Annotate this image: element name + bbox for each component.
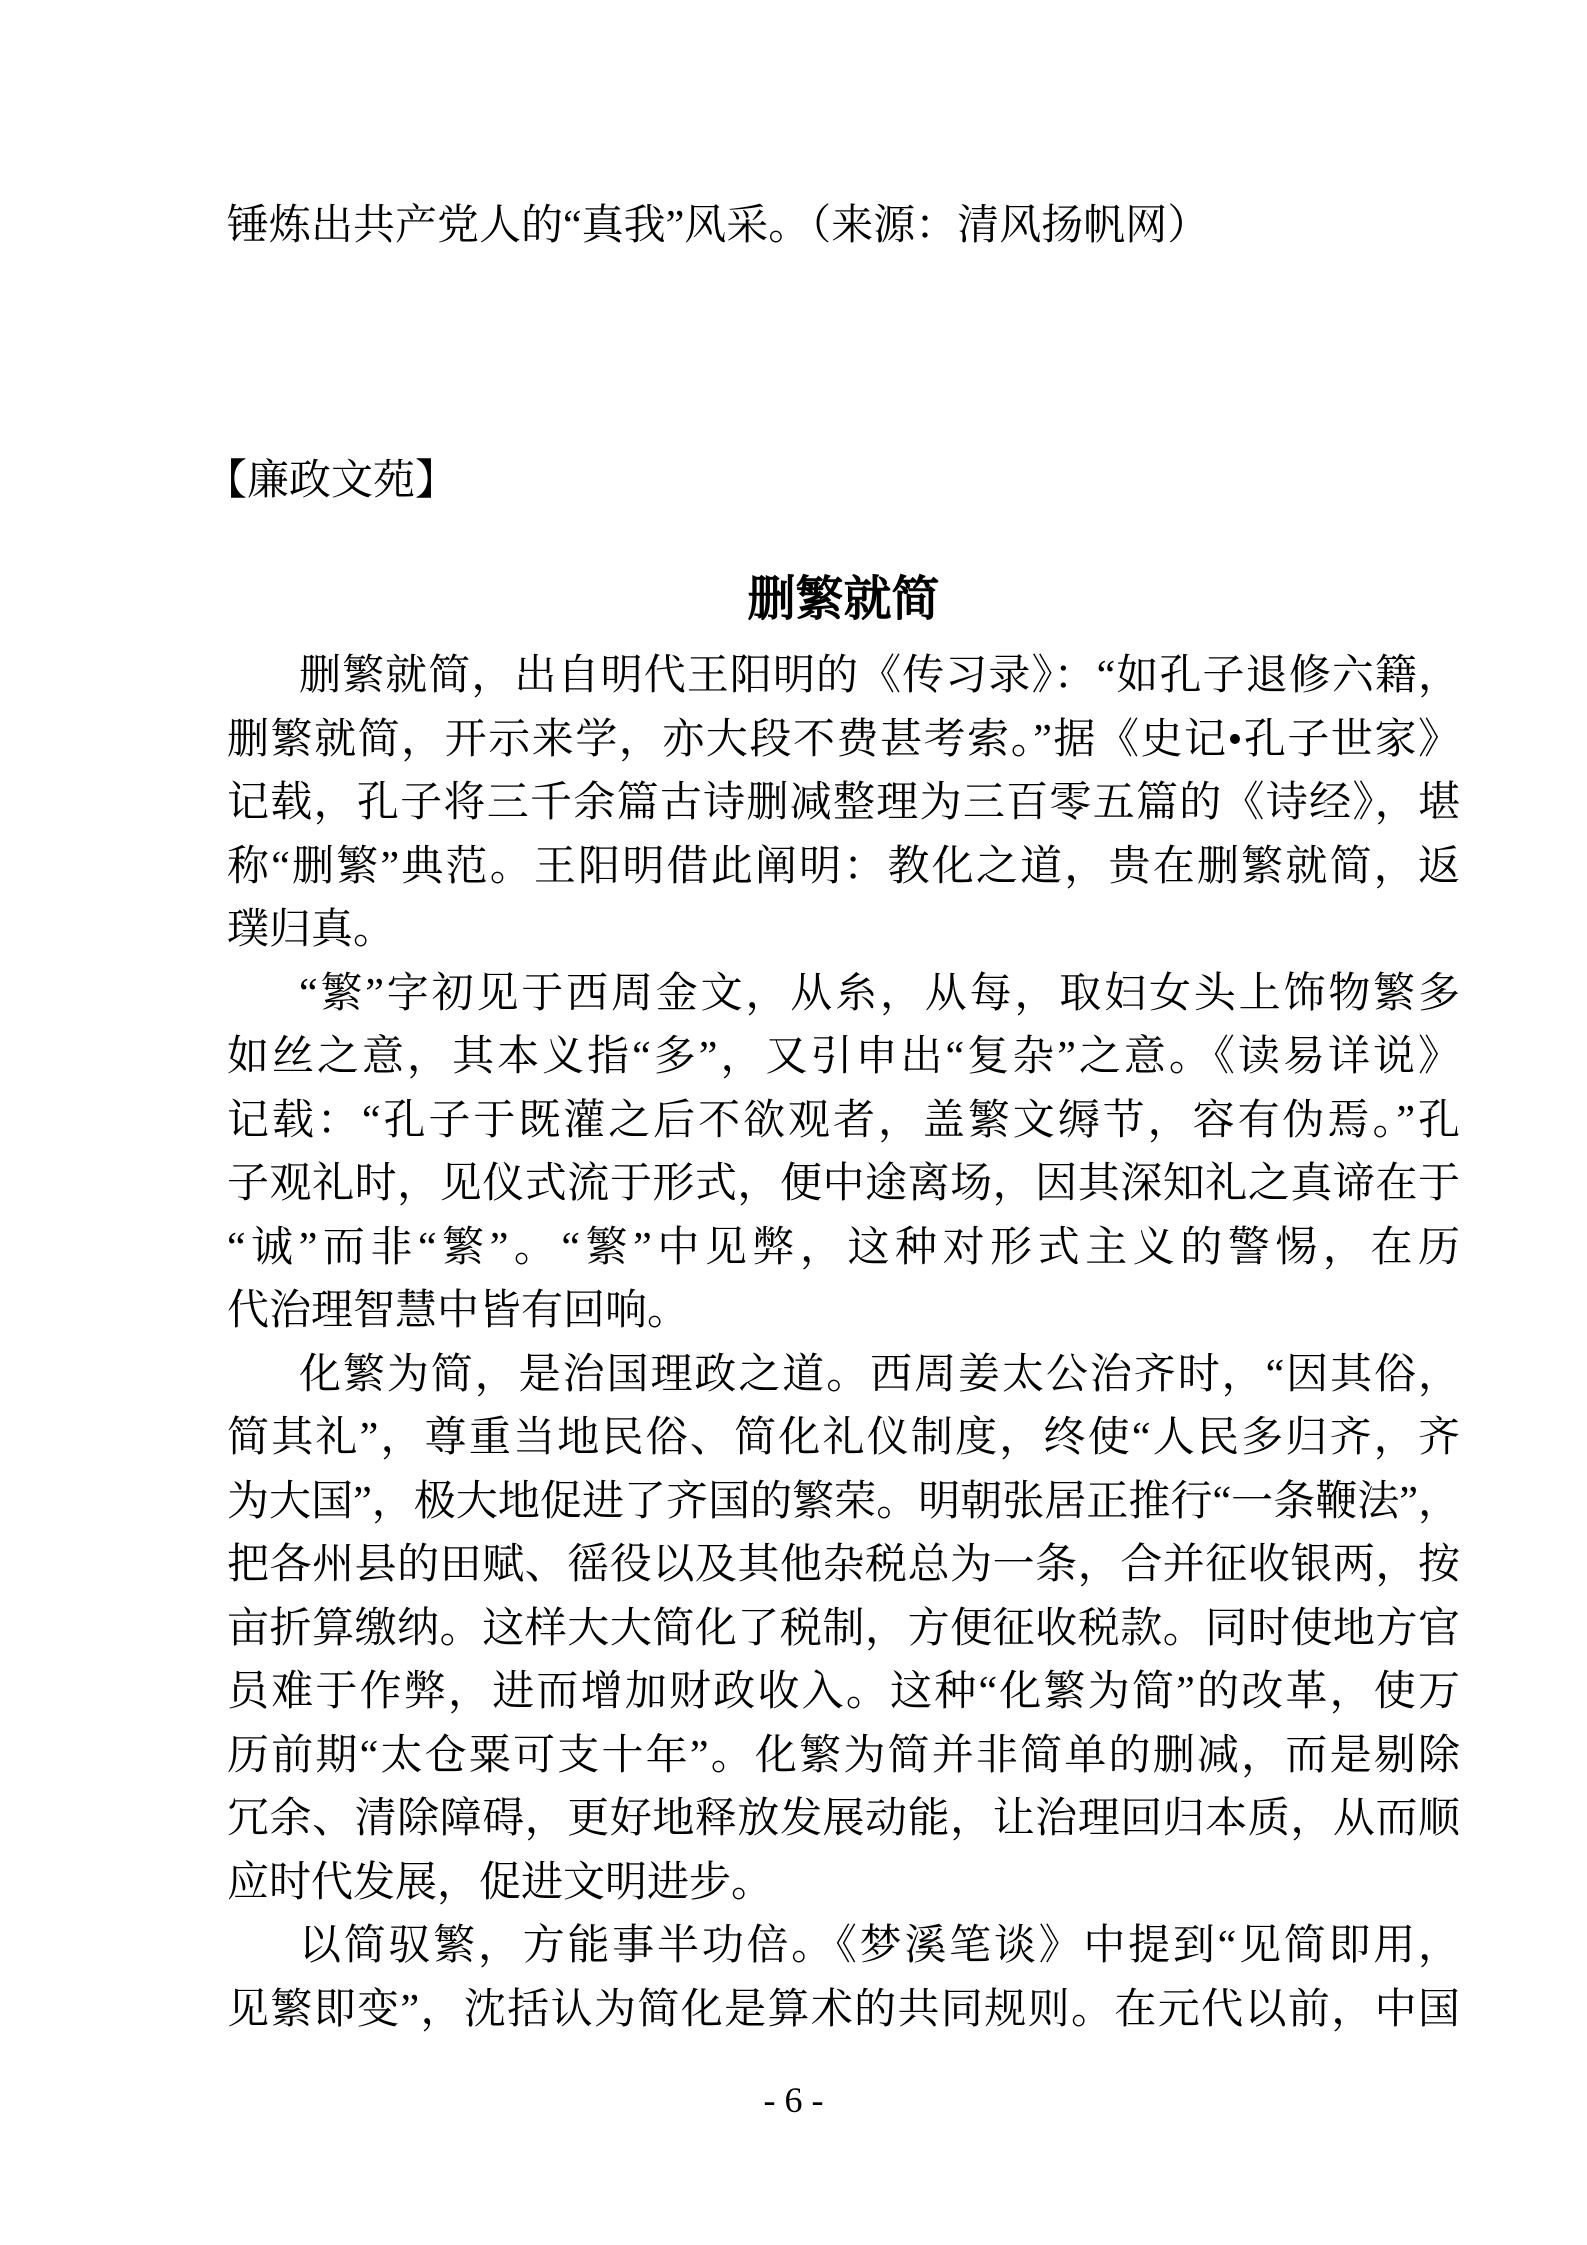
text-line: 简其礼”，尊重当地民俗、简化礼仪制度，终使“人民多归齐，齐 <box>227 1415 1460 1461</box>
article-title: 删繁就简 <box>747 573 940 626</box>
page-number: - 6 - <box>763 2080 824 2120</box>
text-line: 历前期“太仓粟可支十年”。化繁为简并非简单的删减，而是剔除 <box>227 1732 1460 1779</box>
paragraph <box>227 645 1460 963</box>
text-line: 亩折算缴纳。这样大大简化了税制，方便征收税款。同时使地方官 <box>227 1605 1460 1652</box>
text-line: 员难于作弊，进而增加财政收入。这种“化繁为简”的改革，使万 <box>227 1669 1460 1715</box>
section-header: 【廉政文苑】 <box>205 458 458 504</box>
text-line: 为大国”，极大地促进了齐国的繁荣。明朝张居正推行“一条鞭法”， <box>227 1478 1460 1525</box>
paragraph-continuation-line: 锤炼出共产党人的“真我”风采。（来源：清风扬帆网） <box>227 203 1210 249</box>
paragraph <box>227 1915 1460 2042</box>
text-line: 删繁就简，出自明代王阳明的《传习录》：“如孔子退修六籍， <box>299 653 1460 699</box>
text-line: 删繁就简，开示来学，亦大段不费甚考索。”据《史记•孔子世家》 <box>227 716 1460 763</box>
paragraph <box>227 1344 1460 1916</box>
text-line: 称“删繁”典范。王阳明借此阐明：教化之道，贵在删繁就简，返 <box>227 843 1460 890</box>
text-line: 璞归真。 <box>227 907 396 953</box>
paragraph <box>227 963 1460 1344</box>
text-line: 应时代发展，促进文明进步。 <box>227 1859 774 1906</box>
text-line: 代治理智慧中皆有回响。 <box>227 1288 690 1334</box>
article-body <box>227 645 1460 2042</box>
text-line: 以简驭繁，方能事半功倍。《梦溪笔谈》中提到“见简即用， <box>299 1923 1460 1969</box>
text-line: 记载，孔子将三千余篇古诗删减整理为三百零五篇的《诗经》，堪 <box>227 780 1460 826</box>
text-line: 子观礼时，见仪式流于形式，便中途离场，因其深知礼之真谛在于 <box>227 1161 1460 1207</box>
text-line: 冗余、清除障碍，更好地释放发展动能，让治理回归本质，从而顺 <box>227 1796 1460 1842</box>
text-line: 把各州县的田赋、徭役以及其他杂税总为一条，合并征收银两，按 <box>227 1542 1460 1588</box>
text-line: 记载：“孔子于既灌之后不欲观者，盖繁文缛节，容有伪焉。”孔 <box>227 1097 1460 1144</box>
text-line: “繁”字初见于西周金文，从糸，从每，取妇女头上饰物繁多 <box>299 970 1460 1017</box>
text-line: 见繁即变”，沈括认为简化是算术的共同规则。在元代以前，中国 <box>227 1986 1460 2033</box>
text-line: 化繁为简，是治国理政之道。西周姜太公治齐时，“因其俗， <box>299 1351 1460 1398</box>
text-line: “诚”而非“繁”。“繁”中见弊，这种对形式主义的警惕，在历 <box>227 1224 1460 1271</box>
text-line: 如丝之意，其本义指“多”，又引申出“复杂”之意。《读易详说》 <box>227 1034 1460 1080</box>
